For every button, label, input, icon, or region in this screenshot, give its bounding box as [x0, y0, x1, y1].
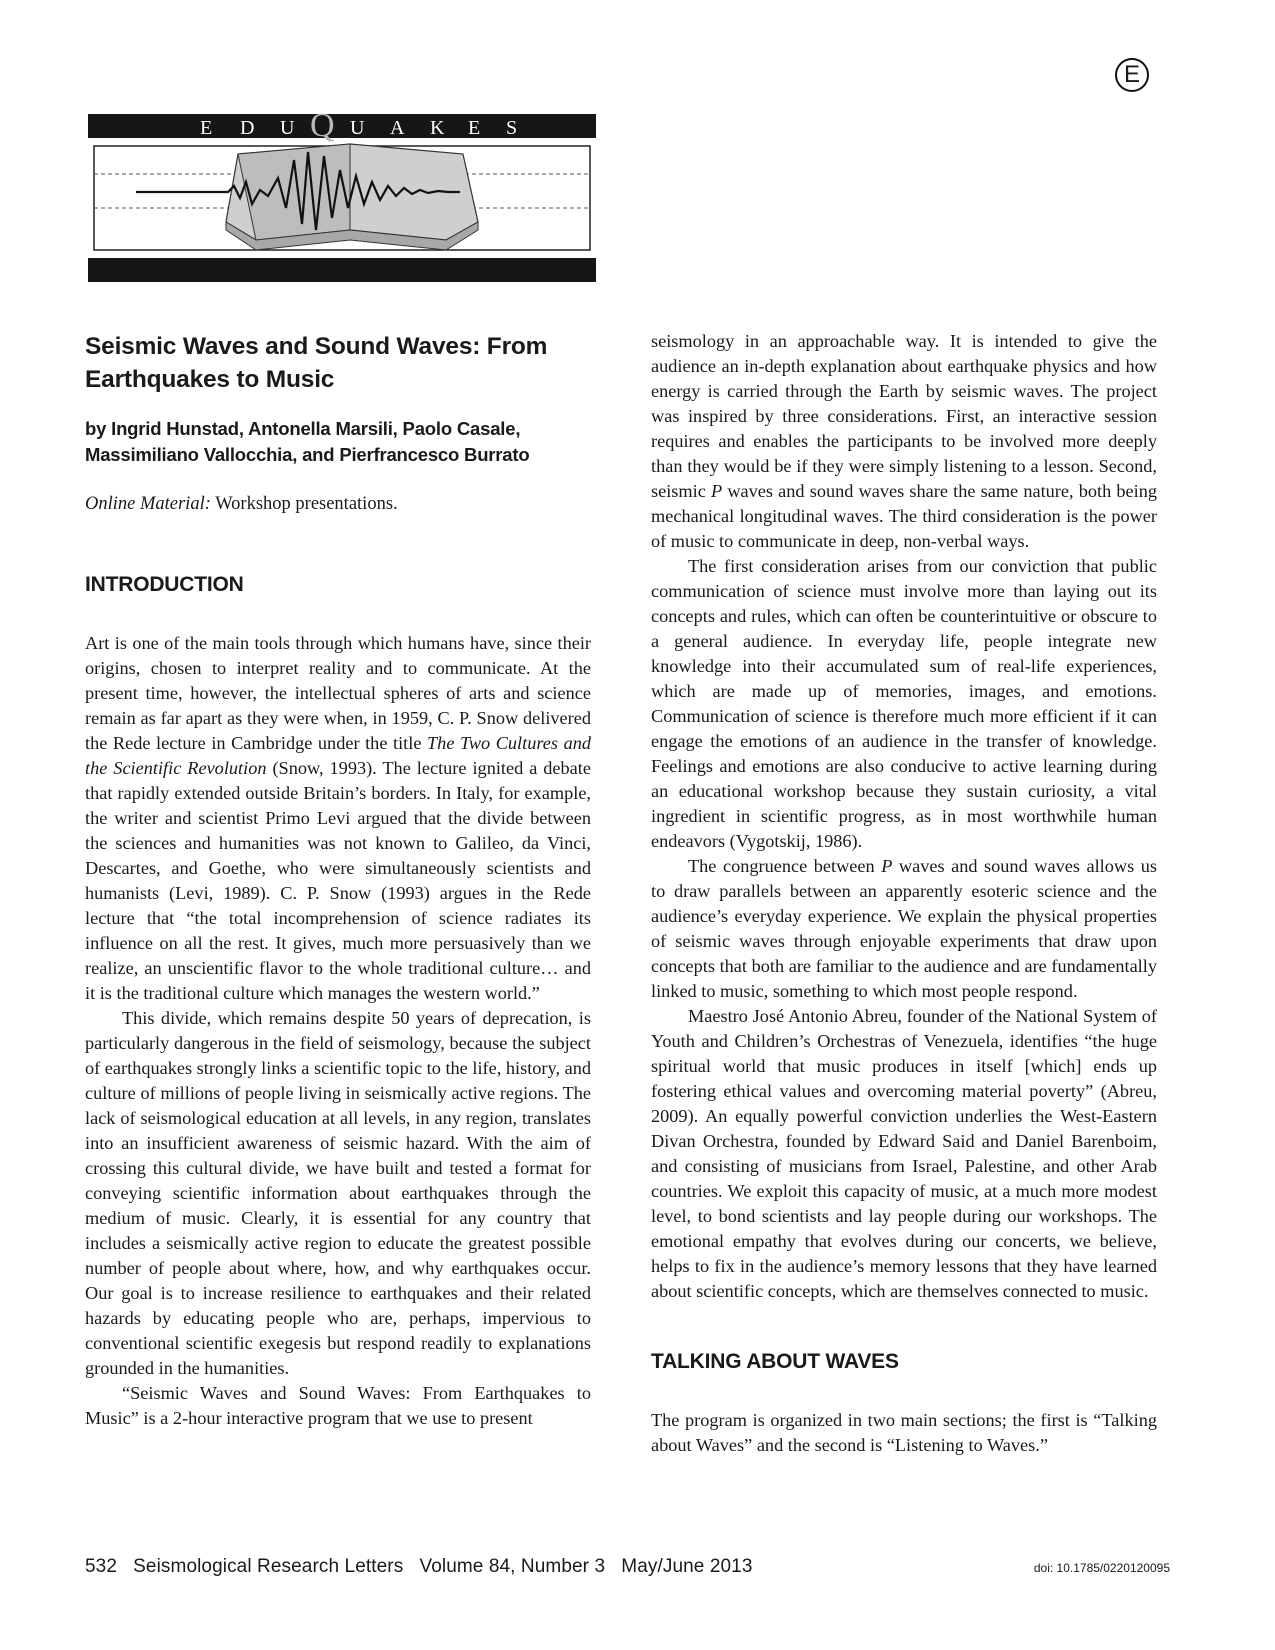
logo-letter: U	[350, 117, 365, 139]
article-authors: by Ingrid Hunstad, Antonella Marsili, Paolo Casale, Massimiliano Vallocchia, and Pierfrancesco Burrato	[85, 418, 530, 465]
logo-letter: S	[506, 117, 518, 139]
paragraph-intro-3-cont: seismology in an approachable way. It is intended to give the audience an in-depth explanation about earthquake physics and how energy is carried through the Earth by seismic waves. The project was inspired by three considerations. First, an interactive session requires and enables the participants to be involved more deeply than they would be if they were simply listening to a lesson. Second, seismic P waves and sound waves share the same nature, both being mechanical longitudinal waves. The third consideration is the power of music to communicate in deep, non-verbal ways.	[651, 331, 1157, 551]
paragraph-intro-4: The first consideration arises from our conviction that public communication of science must involve more than laying out its concepts and rules, which can often be counterintuitive or obscure to a general audience. In everyday life, people integrate new knowledge into their accumulated sum of real-life experiences, which are made up of memories, images, and emotions. Communication of science is therefore much more efficient if it can engage the emotions of an audience in the transfer of knowledge. Feelings and emotions are also conducive to active learning during an educational workshop because they sustain curiosity, a vital ingredient in scientific progress, as in most worthwhile human endeavors (Vygotskij, 1986).	[651, 556, 1157, 851]
right-column	[651, 329, 1157, 1458]
paragraph-intro-3-start: “Seismic Waves and Sound Waves: From Earthquakes to Music” is a 2-hour interactive program that we use to present	[85, 1383, 591, 1428]
journal-issue: Volume 84, Number 3	[419, 1556, 606, 1577]
paragraph-talking-1: The program is organized in two main sections; the first is “Talking about Waves” and the second is “Listening to Waves.”	[651, 1410, 1157, 1455]
article-title: Seismic Waves and Sound Waves: From Earthquakes to Music	[85, 333, 548, 393]
logo-letter-q: Q	[310, 112, 335, 144]
paragraph-intro-5: The congruence between P waves and sound waves allows us to draw parallels between an apparently esoteric science and the audience’s everyday experience. We explain the physical properties of seismic waves through enjoyable experiments that draw upon concepts that both are familiar to the audience and are fundamentally linked to music, something to which most people respond.	[651, 856, 1157, 1001]
page-footer	[85, 1556, 1170, 1586]
edition-mark: E	[1115, 58, 1149, 92]
paragraph-intro-6: Maestro José Antonio Abreu, founder of the National System of Youth and Children’s Orchestras of Venezuela, identifies “the huge spiritual world that music produces in itself [which] ends up fostering ethical values and overcoming material poverty” (Abreu, 2009). An equally powerful conviction underlies the West-Eastern Divan Orchestra, founded by Edward Said and Daniel Barenboim, and consisting of musicians from Israel, Palestine, and other Arab countries. We exploit this capacity of music, at a much more modest level, to bond scientists and lay people during our workshops. The emotional empathy that evolves during our concerts, we believe, helps to fix in the audience’s memory lessons that they have learned about scientific concepts, which are themselves connected to music.	[651, 1006, 1157, 1301]
left-column	[85, 330, 591, 1431]
eduquakes-logo	[88, 112, 596, 284]
online-material	[85, 492, 591, 517]
section-heading-talking-about-waves: TALKING ABOUT WAVES	[651, 1350, 899, 1373]
issue-date: May/June 2013	[621, 1556, 753, 1577]
logo-letter: K	[430, 117, 445, 139]
logo-letter: D	[240, 117, 255, 139]
logo-letter: A	[390, 117, 405, 139]
logo-top-bar	[88, 114, 596, 138]
paragraph-intro-1: Art is one of the main tools through which humans have, since their origins, chosen to interpret reality and to communicate. At the present time, however, the intellectual spheres of arts and science remain as far apart as they were when, in 1959, C. P. Snow delivered the Rede lecture in Cambridge under the title The Two Cultures and the Scientific Revolution (Snow, 1993). The lecture ignited a debate that rapidly extended outside Britain’s borders. In Italy, for example, the writer and scientist Primo Levi argued that the divide between the sciences and humanities was not known to Galileo, da Vinci, Descartes, and Goethe, who were simultaneously scientists and humanists (Levi, 1989). C. P. Snow (1993) argues in the Rede lecture that “the total incomprehension of science radiates its influence on all the rest. It gives, much more persuasively than we realize, an unscientific flavor to the whole traditional culture… and it is the traditional culture which manages the western world.”	[85, 633, 592, 1003]
logo-letter: U	[280, 117, 295, 139]
online-material-label: Online Material:	[85, 494, 211, 514]
logo-bottom-bar	[88, 258, 596, 282]
logo-letter: E	[200, 117, 215, 139]
page-number: 532	[85, 1556, 118, 1577]
doi[interactable]: doi: 10.1785/0220120095	[1033, 1561, 1170, 1575]
footer-citation	[85, 1556, 753, 1578]
journal-name: Seismological Research Letters	[133, 1556, 404, 1577]
paragraph-intro-2: This divide, which remains despite 50 years of deprecation, is particularly dangerous in the field of seismology, because the subject of earthquakes strongly links a scientific topic to the life, history, and culture of millions of people living in seismically active regions. The lack of seismological education at all levels, in any region, translates into an insufficient awareness of seismic hazard. With the aim of crossing this cultural divide, we have built and tested a format for conveying scientific information about earthquakes through the medium of music. Clearly, it is essential for any country that includes a seismically active region to educate the greatest possible number of people about where, how, and why earthquakes occur. Our goal is to increase resilience to earthquakes and their related hazards by educating people who are, perhaps, impervious to conventional scientific exegesis but respond readily to explanations grounded in the humanities.	[85, 1008, 591, 1378]
logo-letter: E	[468, 117, 481, 139]
section-heading-introduction: INTRODUCTION	[85, 573, 244, 596]
online-material-link[interactable]: Workshop presentations.	[215, 494, 398, 514]
